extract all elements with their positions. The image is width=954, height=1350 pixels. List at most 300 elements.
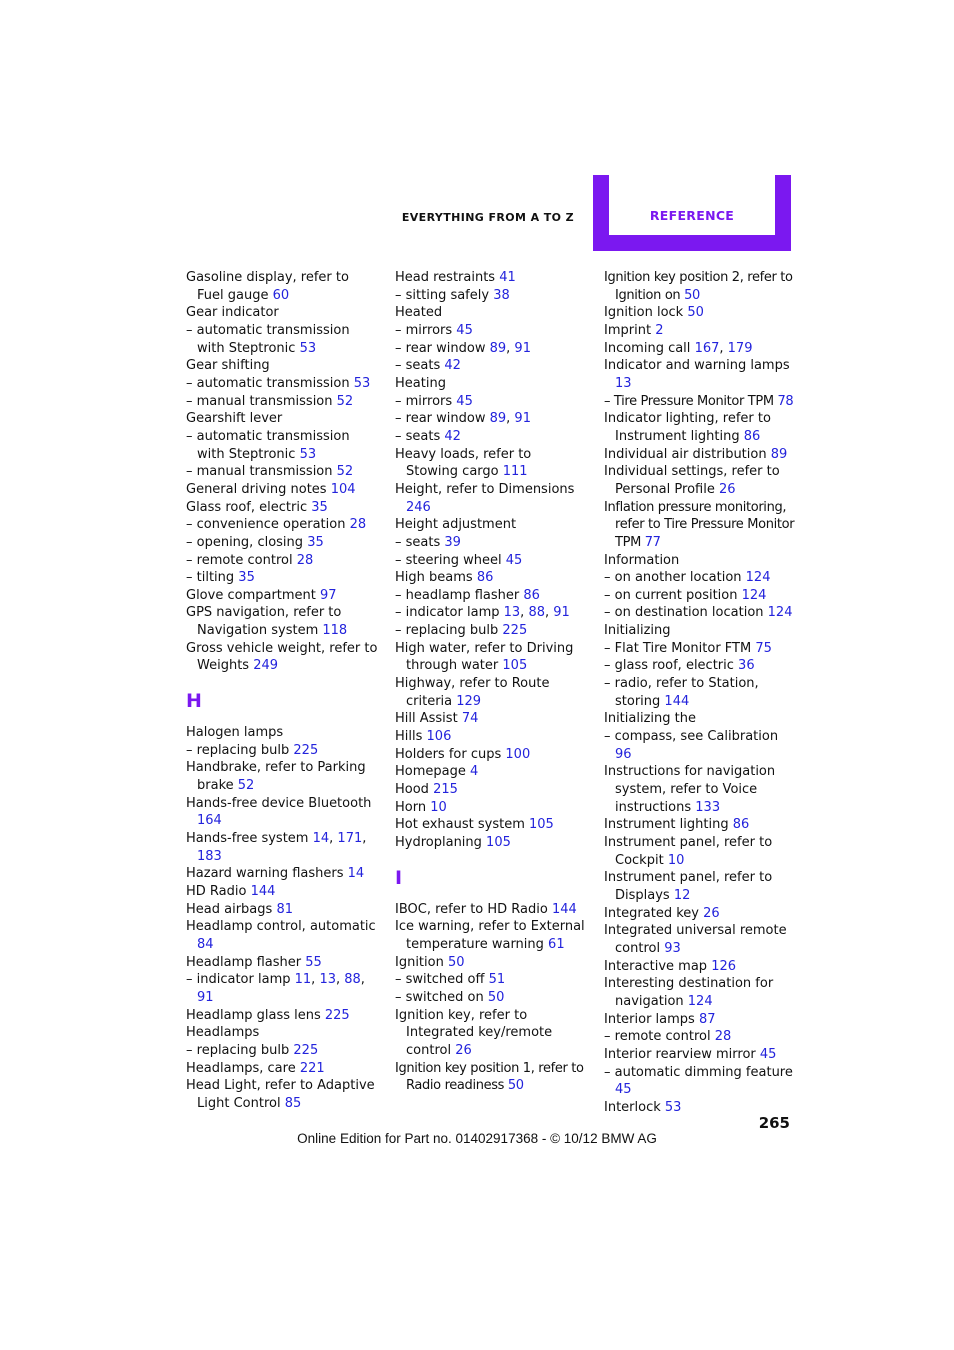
page-reference-link[interactable]: 144 bbox=[664, 693, 690, 709]
index-entry bbox=[604, 622, 798, 640]
index-entry bbox=[604, 816, 798, 834]
page-reference-link[interactable]: 35 bbox=[238, 570, 255, 586]
page-reference-link[interactable]: 86 bbox=[523, 587, 540, 603]
page-reference-link[interactable]: 85 bbox=[284, 1095, 302, 1111]
index-entry bbox=[186, 393, 378, 411]
index-entry bbox=[395, 728, 587, 746]
index-entry bbox=[395, 710, 587, 728]
index-entry bbox=[604, 587, 798, 605]
page-reference-link[interactable]: 84 bbox=[197, 936, 214, 952]
page-reference-link[interactable]: 225 bbox=[293, 742, 319, 758]
index-entry bbox=[395, 816, 587, 834]
index-entry-term: – automatic transmission with Steptronic bbox=[186, 322, 350, 356]
page-reference-link[interactable]: 50 bbox=[684, 287, 700, 303]
index-entry: Incoming call 167, 179 bbox=[604, 340, 753, 356]
index-column-2 bbox=[395, 269, 587, 1095]
page-reference-link[interactable]: 26 bbox=[455, 1042, 472, 1058]
index-entry-term: Glass roof, electric bbox=[186, 499, 308, 515]
page-reference-link[interactable]: 129 bbox=[456, 693, 482, 709]
page-reference-link[interactable]: 225 bbox=[502, 623, 528, 639]
index-entry-term: HD Radio bbox=[186, 884, 247, 899]
page-reference-link[interactable]: 221 bbox=[299, 1060, 325, 1076]
page-reference-link[interactable]: 81 bbox=[276, 901, 293, 917]
index-entry-term: Interior rearview mirror bbox=[604, 1046, 756, 1062]
index-entry bbox=[395, 1007, 587, 1060]
index-entry bbox=[395, 587, 587, 605]
index-entry bbox=[186, 795, 378, 830]
page-reference-link[interactable]: 89 bbox=[770, 446, 788, 462]
page-reference-link[interactable]: 179 bbox=[727, 340, 753, 356]
page-reference-link[interactable]: 42 bbox=[444, 428, 461, 444]
index-entry bbox=[395, 534, 587, 552]
page-reference-link[interactable]: 13 bbox=[503, 605, 521, 621]
index-entry-term: Hands-free device Bluetooth bbox=[186, 795, 372, 811]
index-entry bbox=[395, 516, 587, 534]
index-entry bbox=[186, 742, 378, 760]
reference-tab-label: REFERENCE bbox=[649, 208, 735, 223]
index-entry bbox=[395, 763, 587, 781]
index-entry bbox=[395, 989, 587, 1007]
index-entry-term: Hill Assist bbox=[395, 711, 458, 727]
page-reference-link[interactable]: 35 bbox=[307, 534, 324, 550]
index-entry-term: Halogen lamps bbox=[186, 725, 284, 741]
index-entry-term: Height adjustment bbox=[395, 517, 517, 533]
page-reference-link[interactable]: 50 bbox=[507, 1078, 524, 1094]
page-reference-link[interactable]: 61 bbox=[548, 936, 565, 952]
index-entry-term: – replacing bulb bbox=[186, 1042, 290, 1058]
index-entry bbox=[186, 499, 378, 517]
index-entry bbox=[395, 357, 587, 375]
page-reference-link[interactable]: 124 bbox=[767, 605, 793, 621]
index-entry-term: Integrated universal remote control bbox=[604, 923, 787, 956]
index-entry-term: Interior lamps bbox=[604, 1011, 695, 1027]
page-reference-link[interactable]: 14 bbox=[312, 831, 330, 847]
index-entry-term: Ignition lock bbox=[604, 305, 684, 321]
index-entry-term: – glass roof, electric bbox=[604, 658, 734, 674]
page-reference-link[interactable]: 50 bbox=[687, 305, 704, 321]
page-reference-link[interactable]: 42 bbox=[444, 358, 461, 374]
index-entry bbox=[395, 971, 587, 989]
page-reference-link[interactable]: 91 bbox=[514, 411, 531, 427]
page-reference-link[interactable]: 13 bbox=[319, 972, 336, 988]
page-reference-link[interactable]: 215 bbox=[433, 782, 458, 798]
index-entry-term: Highway, refer to Route criteria bbox=[395, 676, 550, 709]
index-entry bbox=[186, 1060, 378, 1078]
index-entry-term: Indicator lighting, refer to Instrument lighting bbox=[604, 411, 771, 444]
index-entry bbox=[186, 463, 378, 481]
index-entry bbox=[604, 499, 798, 552]
page-reference-link[interactable]: 53 bbox=[299, 446, 317, 462]
index-entry bbox=[395, 304, 587, 322]
index-entry bbox=[395, 954, 587, 972]
page-reference-link[interactable]: 51 bbox=[488, 972, 506, 988]
page-reference-link[interactable]: 28 bbox=[349, 517, 367, 533]
page-reference-link[interactable]: 124 bbox=[745, 570, 771, 586]
index-entry bbox=[186, 1024, 378, 1042]
page-reference-link[interactable]: 93 bbox=[664, 940, 681, 956]
index-entry bbox=[395, 1060, 587, 1095]
index-entry bbox=[604, 675, 798, 710]
index-entry bbox=[604, 322, 798, 340]
index-entry: Hands-free system 14, 171, 183 bbox=[186, 831, 367, 864]
index-entry bbox=[604, 463, 798, 498]
index-entry-term: Gear shifting bbox=[186, 358, 270, 374]
index-entry bbox=[186, 322, 378, 357]
page-reference-link[interactable]: 10 bbox=[667, 852, 685, 868]
page-reference-link[interactable]: 124 bbox=[741, 587, 767, 603]
index-entry bbox=[604, 604, 798, 622]
index-entry-term: Glove compartment bbox=[186, 587, 316, 603]
index-entry bbox=[186, 901, 378, 919]
index-entry bbox=[604, 922, 798, 957]
index-entry-term: Handbrake, refer to Parking brake bbox=[186, 760, 366, 794]
index-entry-term: Gear indicator bbox=[186, 305, 279, 321]
index-entry bbox=[395, 781, 587, 799]
index-entry bbox=[604, 357, 798, 392]
index-entry-term: – replacing bulb bbox=[186, 742, 290, 758]
page-reference-link[interactable]: 86 bbox=[476, 570, 494, 586]
page-reference-link[interactable]: 10 bbox=[430, 799, 447, 815]
index-entry-term: – remote control bbox=[186, 552, 293, 568]
index-entry bbox=[604, 269, 798, 304]
index-entry bbox=[395, 569, 587, 587]
reference-tab-inner bbox=[609, 175, 775, 235]
page-reference-link[interactable]: 171 bbox=[337, 831, 363, 847]
index-entry bbox=[395, 799, 587, 817]
page-reference-link[interactable]: 74 bbox=[461, 711, 479, 727]
index-entry bbox=[186, 516, 378, 534]
index-column-1 bbox=[186, 269, 378, 1113]
page-reference-link[interactable]: 53 bbox=[664, 1099, 682, 1115]
index-entry-term: Individual air distribution bbox=[604, 446, 767, 462]
index-entry bbox=[395, 746, 587, 764]
index-entry bbox=[395, 287, 587, 305]
index-entry bbox=[604, 710, 798, 728]
page-reference-link[interactable]: 11 bbox=[294, 972, 312, 988]
index-entry-term: Hands-free system bbox=[186, 831, 309, 847]
index-entry bbox=[186, 428, 378, 463]
index-entry bbox=[186, 1007, 378, 1025]
page-reference-link[interactable]: 45 bbox=[456, 322, 473, 338]
index-entry bbox=[395, 446, 587, 481]
index-entry-term: Head restraints bbox=[395, 270, 496, 285]
index-entry bbox=[186, 569, 378, 587]
page-reference-link[interactable]: 87 bbox=[698, 1011, 716, 1027]
index-entry-term: – sitting safely bbox=[395, 287, 490, 303]
page-reference-link[interactable]: 106 bbox=[426, 729, 452, 745]
page-reference-link[interactable]: 55 bbox=[305, 954, 322, 970]
page-reference-link[interactable]: 124 bbox=[687, 993, 713, 1009]
index-entry bbox=[395, 322, 587, 340]
page-reference-link[interactable]: 60 bbox=[272, 287, 290, 303]
page-reference-link[interactable]: 96 bbox=[615, 746, 632, 762]
index-column-3 bbox=[604, 269, 798, 1117]
page-reference-link[interactable]: 167 bbox=[694, 340, 720, 356]
page-reference-link[interactable]: 45 bbox=[505, 552, 523, 568]
index-entry-term: Head Light, refer to Adaptive Light Control bbox=[186, 1078, 375, 1111]
index-entry bbox=[395, 918, 587, 953]
index-entry bbox=[395, 375, 587, 393]
index-entry-term: Hot exhaust system bbox=[395, 817, 525, 833]
running-header-section: EVERYTHING FROM A TO Z bbox=[401, 211, 574, 224]
page-reference-link[interactable]: 126 bbox=[711, 958, 737, 974]
page-reference-link[interactable]: 35 bbox=[311, 499, 328, 515]
index-entry-term: High water, refer to Driving through water bbox=[395, 640, 574, 674]
page-reference-link[interactable]: 45 bbox=[759, 1046, 777, 1062]
page-reference-link[interactable]: 26 bbox=[718, 481, 736, 497]
page-reference-link[interactable]: 97 bbox=[320, 587, 337, 603]
index-entry bbox=[186, 375, 378, 393]
index-entry-term: Inflation pressure monitoring, refer to Tire Pressure Monitor TPM bbox=[604, 499, 795, 550]
index-entry bbox=[186, 552, 378, 570]
page-reference-link[interactable]: 14 bbox=[347, 866, 365, 882]
page-reference-link[interactable]: 75 bbox=[755, 640, 772, 656]
index-entry-term: IBOC, refer to HD Radio bbox=[395, 901, 548, 917]
page-reference-link[interactable]: 89 bbox=[489, 340, 507, 356]
index-entry bbox=[186, 587, 378, 605]
page-reference-link[interactable]: 133 bbox=[695, 799, 721, 815]
index-entry bbox=[186, 357, 378, 375]
index-entry-term: GPS navigation, refer to Navigation system bbox=[186, 605, 342, 639]
index-entry bbox=[604, 763, 798, 816]
page-reference-link[interactable]: 45 bbox=[615, 1082, 632, 1098]
page-reference-link[interactable]: 13 bbox=[615, 375, 632, 391]
index-entry bbox=[395, 393, 587, 411]
page-reference-link[interactable]: 41 bbox=[499, 270, 516, 285]
index-entry bbox=[604, 393, 798, 411]
index-entry-term: Imprint bbox=[604, 322, 652, 338]
footer-edition-note: Online Edition for Part no. 01402917368 - © 10/12 BMW AG bbox=[297, 1131, 657, 1146]
index-entry-term: Headlamp control, automatic bbox=[186, 919, 376, 935]
index-entry-term: Horn bbox=[395, 799, 427, 815]
index-entry bbox=[186, 1077, 378, 1112]
index-entry bbox=[604, 728, 798, 763]
page-reference-link[interactable]: 2 bbox=[655, 322, 664, 338]
page-reference-link[interactable]: 105 bbox=[529, 817, 554, 833]
index-entry-term: – manual transmission bbox=[186, 393, 333, 409]
index-entry bbox=[186, 481, 378, 499]
index-entry-term: Headlamps, care bbox=[186, 1060, 296, 1076]
index-entry-term: Initializing the bbox=[604, 711, 696, 727]
page-number: 265 bbox=[758, 1114, 790, 1132]
page-reference-link[interactable]: 118 bbox=[322, 623, 348, 639]
index-entry bbox=[395, 552, 587, 570]
index-entry-term: – mirrors bbox=[395, 322, 453, 338]
index-entry-term: – rear window bbox=[395, 411, 486, 427]
page-reference-link[interactable]: 45 bbox=[456, 393, 473, 409]
page-reference-link[interactable]: 164 bbox=[197, 813, 222, 829]
index-entry-term: Hazard warning flashers bbox=[186, 866, 344, 882]
index-letter-heading: H bbox=[186, 690, 202, 713]
index-entry bbox=[604, 869, 798, 904]
index-entry-term: – automatic transmission with Steptronic bbox=[186, 428, 350, 462]
index-entry bbox=[186, 865, 378, 883]
index-entry bbox=[604, 552, 798, 570]
index-entry-term: Instrument panel, refer to Displays bbox=[604, 870, 773, 903]
page-reference-link[interactable]: 246 bbox=[406, 499, 431, 515]
index-entry bbox=[186, 534, 378, 552]
index-entry bbox=[395, 481, 587, 516]
index-entry bbox=[186, 410, 378, 428]
page-reference-link[interactable]: 89 bbox=[489, 411, 507, 427]
index-entry bbox=[395, 428, 587, 446]
index-entry-term: – seats bbox=[395, 358, 441, 374]
index-entry bbox=[604, 975, 798, 1010]
index-entry-term: General driving notes bbox=[186, 481, 327, 497]
index-entry-term: Heavy loads, refer to Stowing cargo bbox=[395, 446, 532, 480]
index-entry-term: – indicator lamp bbox=[395, 605, 500, 621]
page-reference-link[interactable]: 77 bbox=[644, 534, 661, 550]
page-reference-link[interactable]: 183 bbox=[197, 848, 222, 864]
page-reference-link[interactable]: 52 bbox=[336, 393, 354, 409]
index-entry-term: Headlamp flasher bbox=[186, 954, 302, 970]
index-entry-term: Integrated key bbox=[604, 905, 699, 921]
index-entry bbox=[395, 640, 587, 675]
page-reference-link[interactable]: 52 bbox=[237, 778, 255, 794]
index-entry-term: – tilting bbox=[186, 570, 235, 586]
page-reference-link[interactable]: 100 bbox=[505, 746, 531, 762]
page-reference-link[interactable]: 28 bbox=[714, 1029, 732, 1045]
page-reference-link[interactable]: 111 bbox=[502, 464, 528, 480]
page-reference-link[interactable]: 91 bbox=[197, 989, 214, 1005]
reference-tab bbox=[593, 175, 791, 251]
page-reference-link[interactable]: 52 bbox=[336, 464, 354, 480]
index-entry bbox=[604, 410, 798, 445]
page-reference-link[interactable]: 53 bbox=[299, 340, 317, 356]
index-entry-term: Information bbox=[604, 552, 680, 568]
page-reference-link[interactable]: 144 bbox=[551, 901, 577, 917]
index-entry-term: Ice warning, refer to External temperature warning bbox=[395, 919, 585, 952]
index-entry-term: – on current position bbox=[604, 587, 738, 603]
index-entry-term: Initializing bbox=[604, 623, 671, 639]
index-entry bbox=[186, 883, 378, 901]
index-entry-term: – radio, refer to Station, storing bbox=[604, 676, 759, 709]
index-entry bbox=[604, 640, 798, 658]
index-entry-term: – manual transmission bbox=[186, 464, 333, 480]
index-entry: – indicator lamp 11, 13, 88, 91 bbox=[186, 972, 365, 1005]
index-entry bbox=[186, 1042, 378, 1060]
index-entry bbox=[186, 269, 378, 304]
index-entry bbox=[604, 1028, 798, 1046]
index-entry-term: – opening, closing bbox=[186, 534, 304, 550]
index-entry bbox=[604, 1011, 798, 1029]
index-entry-term: Headlamp glass lens bbox=[186, 1007, 321, 1023]
page-reference-link[interactable]: 4 bbox=[470, 764, 479, 780]
index-entry-term: Height, refer to Dimensions bbox=[395, 481, 575, 497]
index-entry-term: – compass, see Calibration bbox=[604, 729, 779, 745]
index-entry-term: Headlamps bbox=[186, 1025, 260, 1041]
index-entry-term: – remote control bbox=[604, 1029, 711, 1045]
page-reference-link[interactable]: 105 bbox=[502, 658, 528, 674]
index-entry bbox=[186, 304, 378, 322]
index-entry bbox=[186, 724, 378, 742]
page-reference-link[interactable]: 78 bbox=[777, 393, 794, 409]
index-entry: – indicator lamp 13, 88, 91 bbox=[395, 605, 570, 621]
page-reference-link[interactable]: 50 bbox=[447, 954, 465, 970]
index-entry bbox=[604, 905, 798, 923]
index-entry-term: Ignition key position 2, refer to Ignition on bbox=[604, 270, 793, 303]
index-entry-term: Gross vehicle weight, refer to Weights bbox=[186, 640, 378, 674]
index-entry-term: Incoming call bbox=[604, 340, 691, 356]
page-reference-link[interactable]: 86 bbox=[732, 817, 750, 833]
index-entry bbox=[604, 569, 798, 587]
index-entry bbox=[186, 759, 378, 794]
index-entry-term: Interlock bbox=[604, 1099, 661, 1115]
index-entry-term: – on another location bbox=[604, 570, 742, 586]
index-entry-term: Ignition key position 1, refer to Radio readiness bbox=[395, 1060, 584, 1094]
index-entry-term: Heated bbox=[395, 305, 443, 321]
index-entry-term: – automatic dimming feature bbox=[604, 1064, 793, 1080]
index-entry-term: – seats bbox=[395, 428, 441, 444]
index-entry-term: Instrument panel, refer to Cockpit bbox=[604, 835, 773, 868]
index-entry bbox=[395, 901, 587, 919]
page-reference-link[interactable]: 104 bbox=[330, 481, 356, 497]
page-reference-link[interactable]: 86 bbox=[743, 428, 761, 444]
index-entry-term: – indicator lamp bbox=[186, 972, 291, 988]
index-entry-term: Hills bbox=[395, 729, 423, 745]
page-reference-link[interactable]: 36 bbox=[738, 658, 755, 674]
index-entry-term: Interesting destination for navigation bbox=[604, 976, 774, 1009]
index-entry-term: – on destination location bbox=[604, 605, 764, 621]
index-entry-term: – Flat Tire Monitor FTM bbox=[604, 640, 752, 656]
page-reference-link[interactable]: 91 bbox=[553, 605, 570, 621]
page-reference-link[interactable]: 249 bbox=[253, 658, 279, 674]
index-entry-term: – rear window bbox=[395, 340, 486, 356]
index-entry bbox=[186, 640, 378, 675]
index-entry bbox=[604, 304, 798, 322]
index-entry-term: Head airbags bbox=[186, 901, 273, 917]
page-reference-link[interactable]: 50 bbox=[487, 989, 505, 1005]
index-entry-term: Ignition bbox=[395, 954, 444, 970]
page-reference-link[interactable]: 53 bbox=[353, 375, 371, 391]
index-entry-term: – seats bbox=[395, 534, 441, 550]
index-entry-term: Instrument lighting bbox=[604, 817, 729, 833]
page-reference-link[interactable]: 88 bbox=[528, 605, 545, 621]
index-entry bbox=[604, 958, 798, 976]
index-entry bbox=[395, 622, 587, 640]
page-reference-link[interactable]: 26 bbox=[703, 905, 720, 921]
index-entry-term: Gearshift lever bbox=[186, 411, 283, 427]
page-reference-link[interactable]: 28 bbox=[296, 552, 314, 568]
page-reference-link[interactable]: 38 bbox=[493, 287, 510, 303]
page-reference-link[interactable]: 12 bbox=[673, 887, 691, 903]
index-entry-term: – mirrors bbox=[395, 393, 453, 409]
page-reference-link[interactable]: 225 bbox=[324, 1007, 350, 1023]
page-reference-link[interactable]: 225 bbox=[293, 1042, 319, 1058]
index-entry-term: – convenience operation bbox=[186, 517, 346, 533]
index-entry bbox=[395, 675, 587, 710]
index-entry-term: Instructions for navigation system, refer to Voice instructions bbox=[604, 764, 776, 815]
index-entry bbox=[604, 834, 798, 869]
index-entry-term: Individual settings, refer to Personal Profile bbox=[604, 464, 780, 497]
index-letter-heading: I bbox=[395, 866, 403, 889]
index-entry bbox=[395, 269, 587, 287]
page-reference-link[interactable]: 39 bbox=[444, 534, 461, 550]
index-entry-term: – switched off bbox=[395, 972, 485, 988]
index-entry-term: Hydroplaning bbox=[395, 835, 482, 850]
index-entry-term: – headlamp flasher bbox=[395, 587, 520, 603]
index-entry-term: Heating bbox=[395, 375, 446, 391]
index-entry: – rear window 89, 91 bbox=[395, 340, 531, 356]
index-entry bbox=[604, 1046, 798, 1064]
page-reference-link[interactable]: 91 bbox=[514, 340, 531, 356]
page-reference-link[interactable]: 105 bbox=[486, 835, 511, 850]
page-reference-link[interactable]: 144 bbox=[250, 884, 276, 899]
index-entry-term: – switched on bbox=[395, 989, 484, 1005]
index-entry-term: Interactive map bbox=[604, 958, 708, 974]
index-entry-term: – automatic transmission bbox=[186, 375, 350, 391]
page-reference-link[interactable]: 88 bbox=[344, 972, 361, 988]
